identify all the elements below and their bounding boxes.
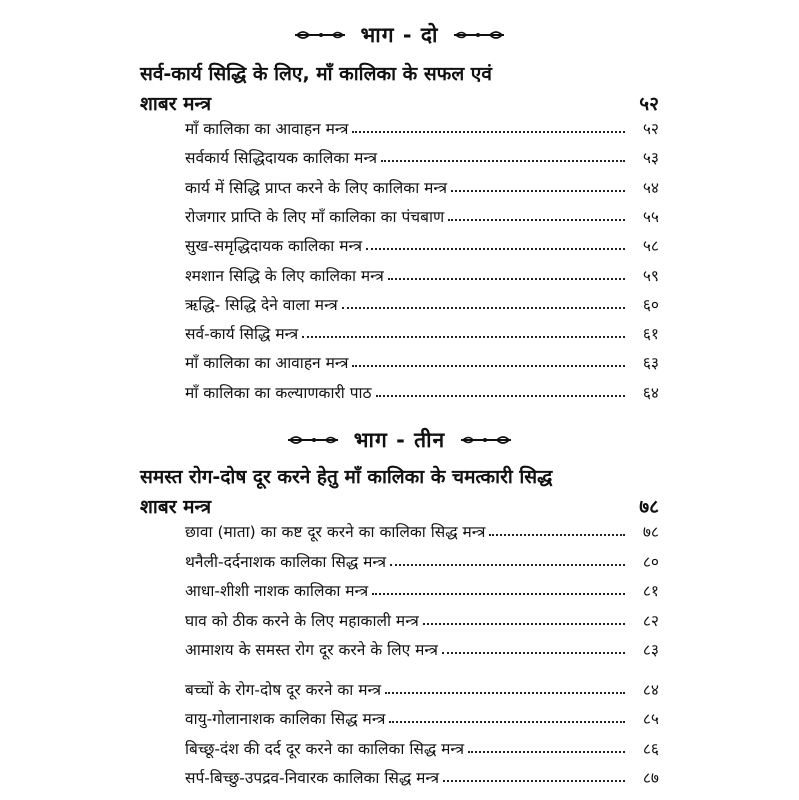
dot-leader [388,278,625,280]
toc-entry-page-number: ८१ [642,582,659,600]
ornament-right-icon [459,432,513,448]
toc-entry [185,762,659,788]
toc-entry-label: श्मशान सिद्धि के लिए कालिका मन्त्र [185,266,384,285]
toc-entry [185,347,659,373]
toc-entry-label: आधा-शीशी नाशक कालिका मन्त्र [185,582,369,600]
section-title-line2: शाबर मन्त्र [140,496,212,518]
toc-entry-label: सर्प-बिच्छु-उपद्रव-निवारक कालिका सिद्ध मन्त्र [185,769,440,787]
toc-entry [185,230,659,256]
dot-leader [376,395,625,397]
dot-leader [468,751,625,753]
section-page-number: ७८ [639,496,659,518]
dot-leader [381,160,625,162]
toc-entry-page-number: ८० [642,552,659,571]
toc-entry-label: सुख-समृद्धिदायक कालिका मन्त्र [185,237,363,256]
toc-entry-page-number: ६४ [642,383,659,402]
toc-entry [185,674,659,700]
dot-leader [352,365,625,367]
part-heading-three [0,425,799,455]
toc-entry-page-number: ८५ [642,710,659,728]
section-title-line2: शाबर मन्त्र [140,93,212,115]
toc-entry-page-number: ८७ [642,769,659,787]
dot-leader [352,131,625,133]
dot-leader [442,652,625,654]
toc-entry [185,113,659,139]
part-heading-title: भाग - दो [360,23,439,47]
toc-entry-label: माँ कालिका का आवाहन मन्त्र [185,120,349,138]
dot-leader [385,692,625,694]
toc-entry-page-number: ६३ [642,354,659,373]
dot-leader [448,219,625,221]
toc-entry [185,201,659,227]
toc-entry [185,318,659,344]
section-page-number: ५२ [639,93,659,115]
toc-entry [185,289,659,315]
toc-entry [185,260,659,286]
toc-entry-label: छावा (माता) का कष्ट दूर करने का कालिका सिद्ध मन्त्र [185,523,486,541]
section-title: सर्व-कार्य सिद्धि के लिए, माँ कालिका के सफल एवं [140,63,492,85]
toc-entry [185,142,659,168]
toc-entry-label: बच्चों के रोग-दोष दूर करने का मन्त्र [185,680,382,699]
toc-entry-label: बिच्छू-दंश की दर्द दूर करने का कालिका सिद्ध मन्त्र [185,739,465,758]
toc-entry-label: सर्व-कार्य सिद्धि मन्त्र [185,325,299,344]
toc-entry-page-number: ८२ [642,611,659,630]
part-heading-two [0,20,799,50]
dot-leader [443,780,625,782]
toc-entry-label: माँ कालिका का आवाहन मन्त्र [185,354,349,373]
toc-entry-page-number: ८३ [642,641,659,659]
toc-entry [185,516,659,542]
toc-entry-page-number: ८६ [642,739,659,758]
dot-leader [372,593,625,595]
toc-entry-label: वायु-गोलानाशक कालिका सिद्ध मन्त्र [185,710,386,728]
toc-entry-page-number: ५५ [642,207,659,226]
toc-entry [185,634,659,660]
toc-entry-page-number: ५२ [642,120,659,138]
dot-leader [389,721,625,723]
toc-entry [185,377,659,403]
ornament-right-icon [452,27,506,43]
toc-entry-label: माँ कालिका का कल्याणकारी पाठ [185,383,372,402]
dot-leader [390,564,625,566]
toc-entry-label: रोजगार प्राप्ति के लिए माँ कालिका का पंचबाण [185,207,445,226]
dot-leader [342,307,625,309]
ornament-left-icon [286,432,340,448]
dot-leader [366,248,625,250]
dot-leader [489,534,625,536]
toc-entry-page-number: ७८ [642,523,659,541]
toc-entry-label: कार्य में सिद्धि प्राप्त करने के लिए कालिका मन्त्र [185,178,447,197]
toc-entry [185,733,659,759]
toc-entry-page-number: ५८ [642,237,659,256]
toc-entry [185,546,659,572]
toc-entry-page-number: ५९ [642,266,659,285]
section-title: समस्त रोग-दोष दूर करने हेतु माँ कालिका के चमत्कारी सिद्ध [140,466,553,488]
toc-entry-label: आमाशय के समस्त रोग दूर करने के लिए मन्त्र [185,641,438,659]
toc-entry-label: सर्वकार्य सिद्धिदायक कालिका मन्त्र [185,149,378,168]
toc-entry-label: थनैली-दर्दनाशक कालिका सिद्ध मन्त्र [185,552,387,571]
toc-entry [185,605,659,631]
toc-entry-label: घाव को ठीक करने के लिए महाकाली मन्त्र [185,611,419,630]
toc-entry [185,575,659,601]
dot-leader [302,336,625,338]
toc-entry [185,703,659,729]
part-heading-title: भाग - तीन [353,428,446,452]
dot-leader [451,190,625,192]
toc-entry-page-number: ८४ [642,680,659,699]
toc-entry-page-number: ६० [642,295,659,314]
toc-entry-label: ऋद्धि- सिद्धि देने वाला मन्त्र [185,295,338,314]
dot-leader [423,623,625,625]
toc-entry [185,172,659,198]
toc-entry-page-number: ६१ [642,325,659,344]
toc-entry-page-number: ५४ [642,178,659,197]
toc-entry-page-number: ५३ [642,149,659,168]
ornament-left-icon [293,27,347,43]
